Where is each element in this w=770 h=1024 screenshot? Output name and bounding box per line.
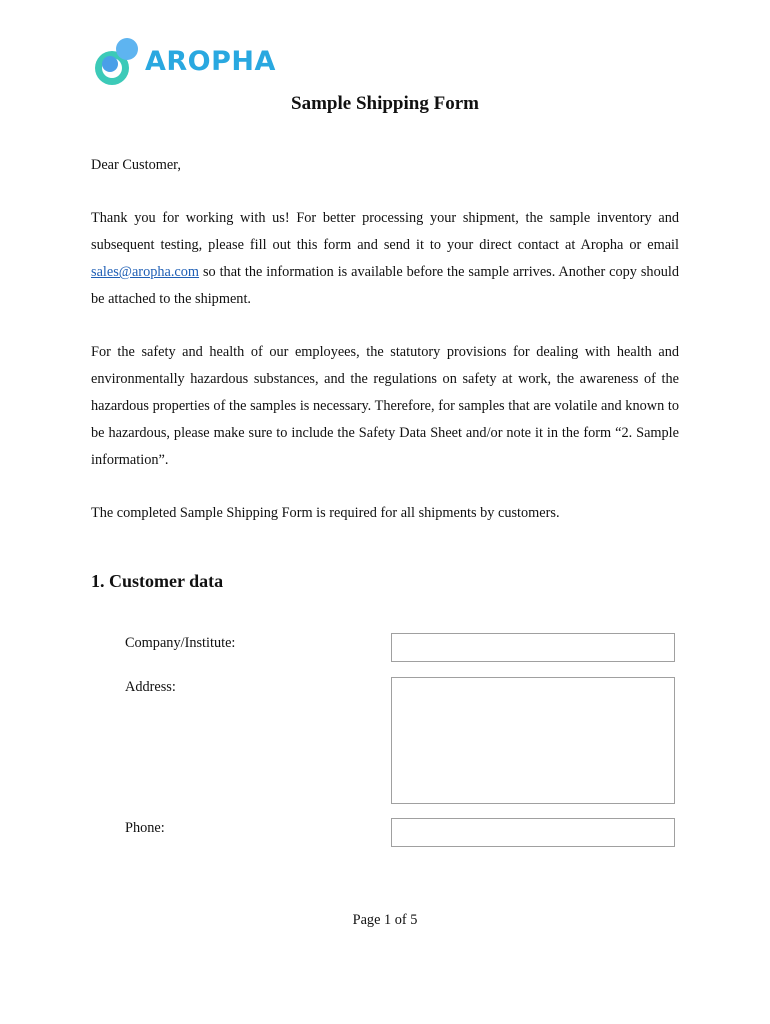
- company-label: Company/Institute:: [125, 635, 236, 651]
- aropha-logo-icon: [90, 36, 146, 92]
- phone-input[interactable]: [391, 818, 675, 847]
- safety-paragraph: For the safety and health of our employees, the statutory provisions for dealing with health and environmentally hazardous substances, and the regulations on safety at work, the awareness of the hazardous properties of the samples is necessary. Therefore, for samples that are volatile and known to be hazardous, please make sure to include the Safety Data Sheet and/or note it in the form “2. Sample information”.: [91, 344, 679, 468]
- page-number: Page 1 of 5: [352, 912, 418, 928]
- brand-logo: [90, 36, 276, 92]
- greeting: Dear Customer,: [91, 157, 181, 173]
- phone-label: Phone:: [125, 820, 165, 836]
- brand-name: AROPHA: [145, 46, 276, 77]
- requirement-paragraph: The completed Sample Shipping Form is required for all shipments by customers.: [91, 505, 560, 521]
- section-customer-data-heading: 1. Customer data: [91, 571, 224, 591]
- intro-text-after: so that the information is available before the sample arrives. Another copy should be attached to the shipment.: [91, 264, 679, 307]
- sales-email-link[interactable]: sales@aropha.com: [91, 264, 200, 280]
- address-label: Address:: [125, 679, 176, 695]
- page-title: Sample Shipping Form: [291, 93, 479, 114]
- company-input[interactable]: [391, 633, 675, 662]
- intro-paragraph: [91, 205, 679, 313]
- address-input[interactable]: [391, 677, 675, 804]
- intro-text-before: Thank you for working with us! For better processing your shipment, the sample inventory and subsequent testing, please fill out this form and send it to your direct contact at Aropha or email: [91, 210, 679, 253]
